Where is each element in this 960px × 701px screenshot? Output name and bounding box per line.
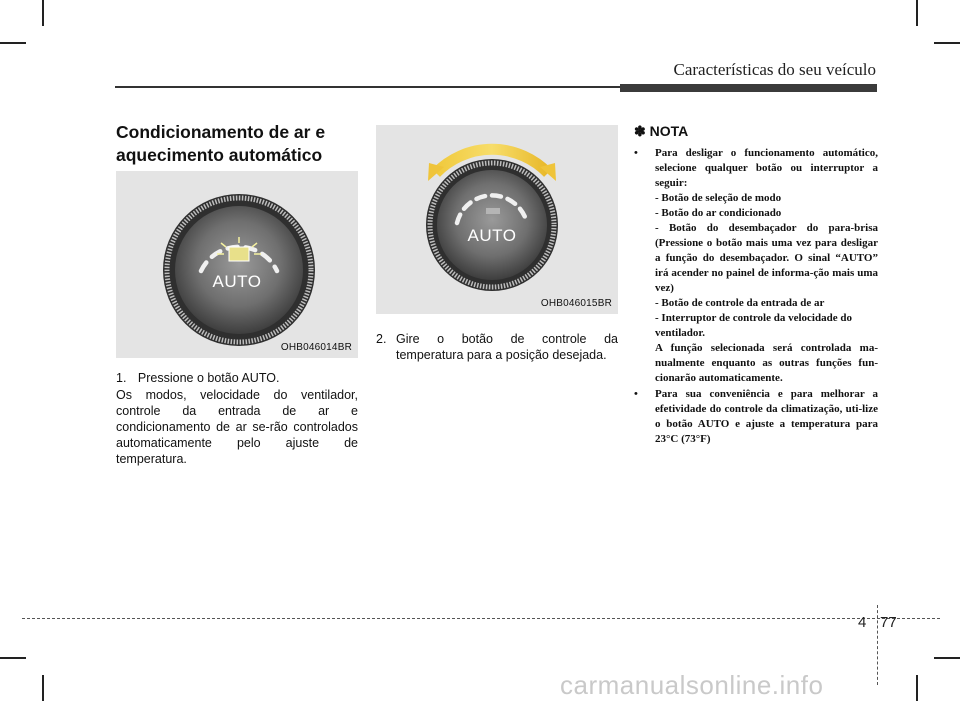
section-heading: Condicionamento de ar e aquecimento automático bbox=[116, 122, 326, 165]
note-item bbox=[634, 387, 878, 447]
page-number: 77 bbox=[880, 614, 897, 631]
crop-mark bbox=[0, 657, 26, 659]
figure-caption: OHB046015BR bbox=[540, 298, 612, 309]
crop-mark bbox=[916, 675, 918, 701]
crop-mark bbox=[934, 657, 960, 659]
crop-mark bbox=[916, 0, 918, 26]
bullet: • bbox=[634, 147, 638, 159]
figure-auto-button bbox=[116, 171, 358, 358]
note-item-intro: Para sua conveniência e para melhorar a efetividade do controle da climatização, uti-lize o botão AUTO e ajuste a temperatura para 23°C (73°F) bbox=[655, 388, 878, 445]
note-subitem: - Botão de controle da entrada de ar bbox=[655, 297, 825, 309]
crop-mark bbox=[42, 0, 44, 26]
note-subitem: - Botão de seleção de modo bbox=[655, 192, 782, 204]
auto-button-label: AUTO bbox=[212, 272, 262, 291]
figure-caption: OHB046014BR bbox=[280, 342, 352, 353]
step-2 bbox=[376, 331, 618, 363]
note-item bbox=[634, 146, 878, 386]
note-list bbox=[634, 146, 878, 448]
footer-divider bbox=[877, 605, 878, 685]
bullet: • bbox=[634, 388, 638, 400]
step-text: Gire o botão de controle da temperatura para a posição desejada. bbox=[396, 332, 618, 362]
running-header: Características do seu veículo bbox=[673, 60, 876, 79]
note-symbol: ✽ bbox=[634, 123, 646, 139]
auto-button-illustration bbox=[116, 171, 358, 358]
crop-mark bbox=[42, 675, 44, 701]
note-item-intro: Para desligar o funcionamento automático, selecione qualquer botão ou interruptor a seguir: bbox=[655, 147, 878, 189]
crop-mark bbox=[0, 42, 26, 44]
note-subitem: - Botão do desembaçador do para-brisa (Pressione o botão mais uma vez para desligar a função do desembaçador. O sinal “AUTO” irá acender no painel de informa-ção mais uma vez) bbox=[655, 222, 878, 294]
step-1 bbox=[116, 370, 279, 386]
chapter-number: 4 bbox=[858, 614, 867, 631]
temperature-knob-illustration bbox=[376, 125, 618, 314]
note-subitem: A função selecionada será controlada ma-nualmente enquanto as outras funções fun-cionarão automaticamente. bbox=[655, 342, 878, 384]
note-title-text: NOTA bbox=[649, 123, 689, 139]
note-subitem: - Interruptor de controle da velocidade do ventilador. bbox=[655, 312, 852, 339]
note-title bbox=[634, 123, 688, 140]
footer-rule bbox=[22, 618, 940, 619]
note-subitem: - Botão do ar condicionado bbox=[655, 207, 782, 219]
step-number: 1. bbox=[116, 371, 127, 385]
crop-mark bbox=[934, 42, 960, 44]
step-number: 2. bbox=[376, 332, 387, 346]
watermark-text: carmanualsonline.info bbox=[560, 670, 824, 700]
body-paragraph: Os modos, velocidade do ventilador, controle da entrada de ar e condicionamento de ar se-rão controlados automaticamente pelo ajuste de temperatura. bbox=[116, 388, 358, 466]
figure-temperature-knob bbox=[376, 125, 618, 314]
step-text: Pressione o botão AUTO. bbox=[137, 371, 280, 385]
auto-button-label: AUTO bbox=[467, 226, 517, 245]
header-bar bbox=[620, 84, 877, 92]
